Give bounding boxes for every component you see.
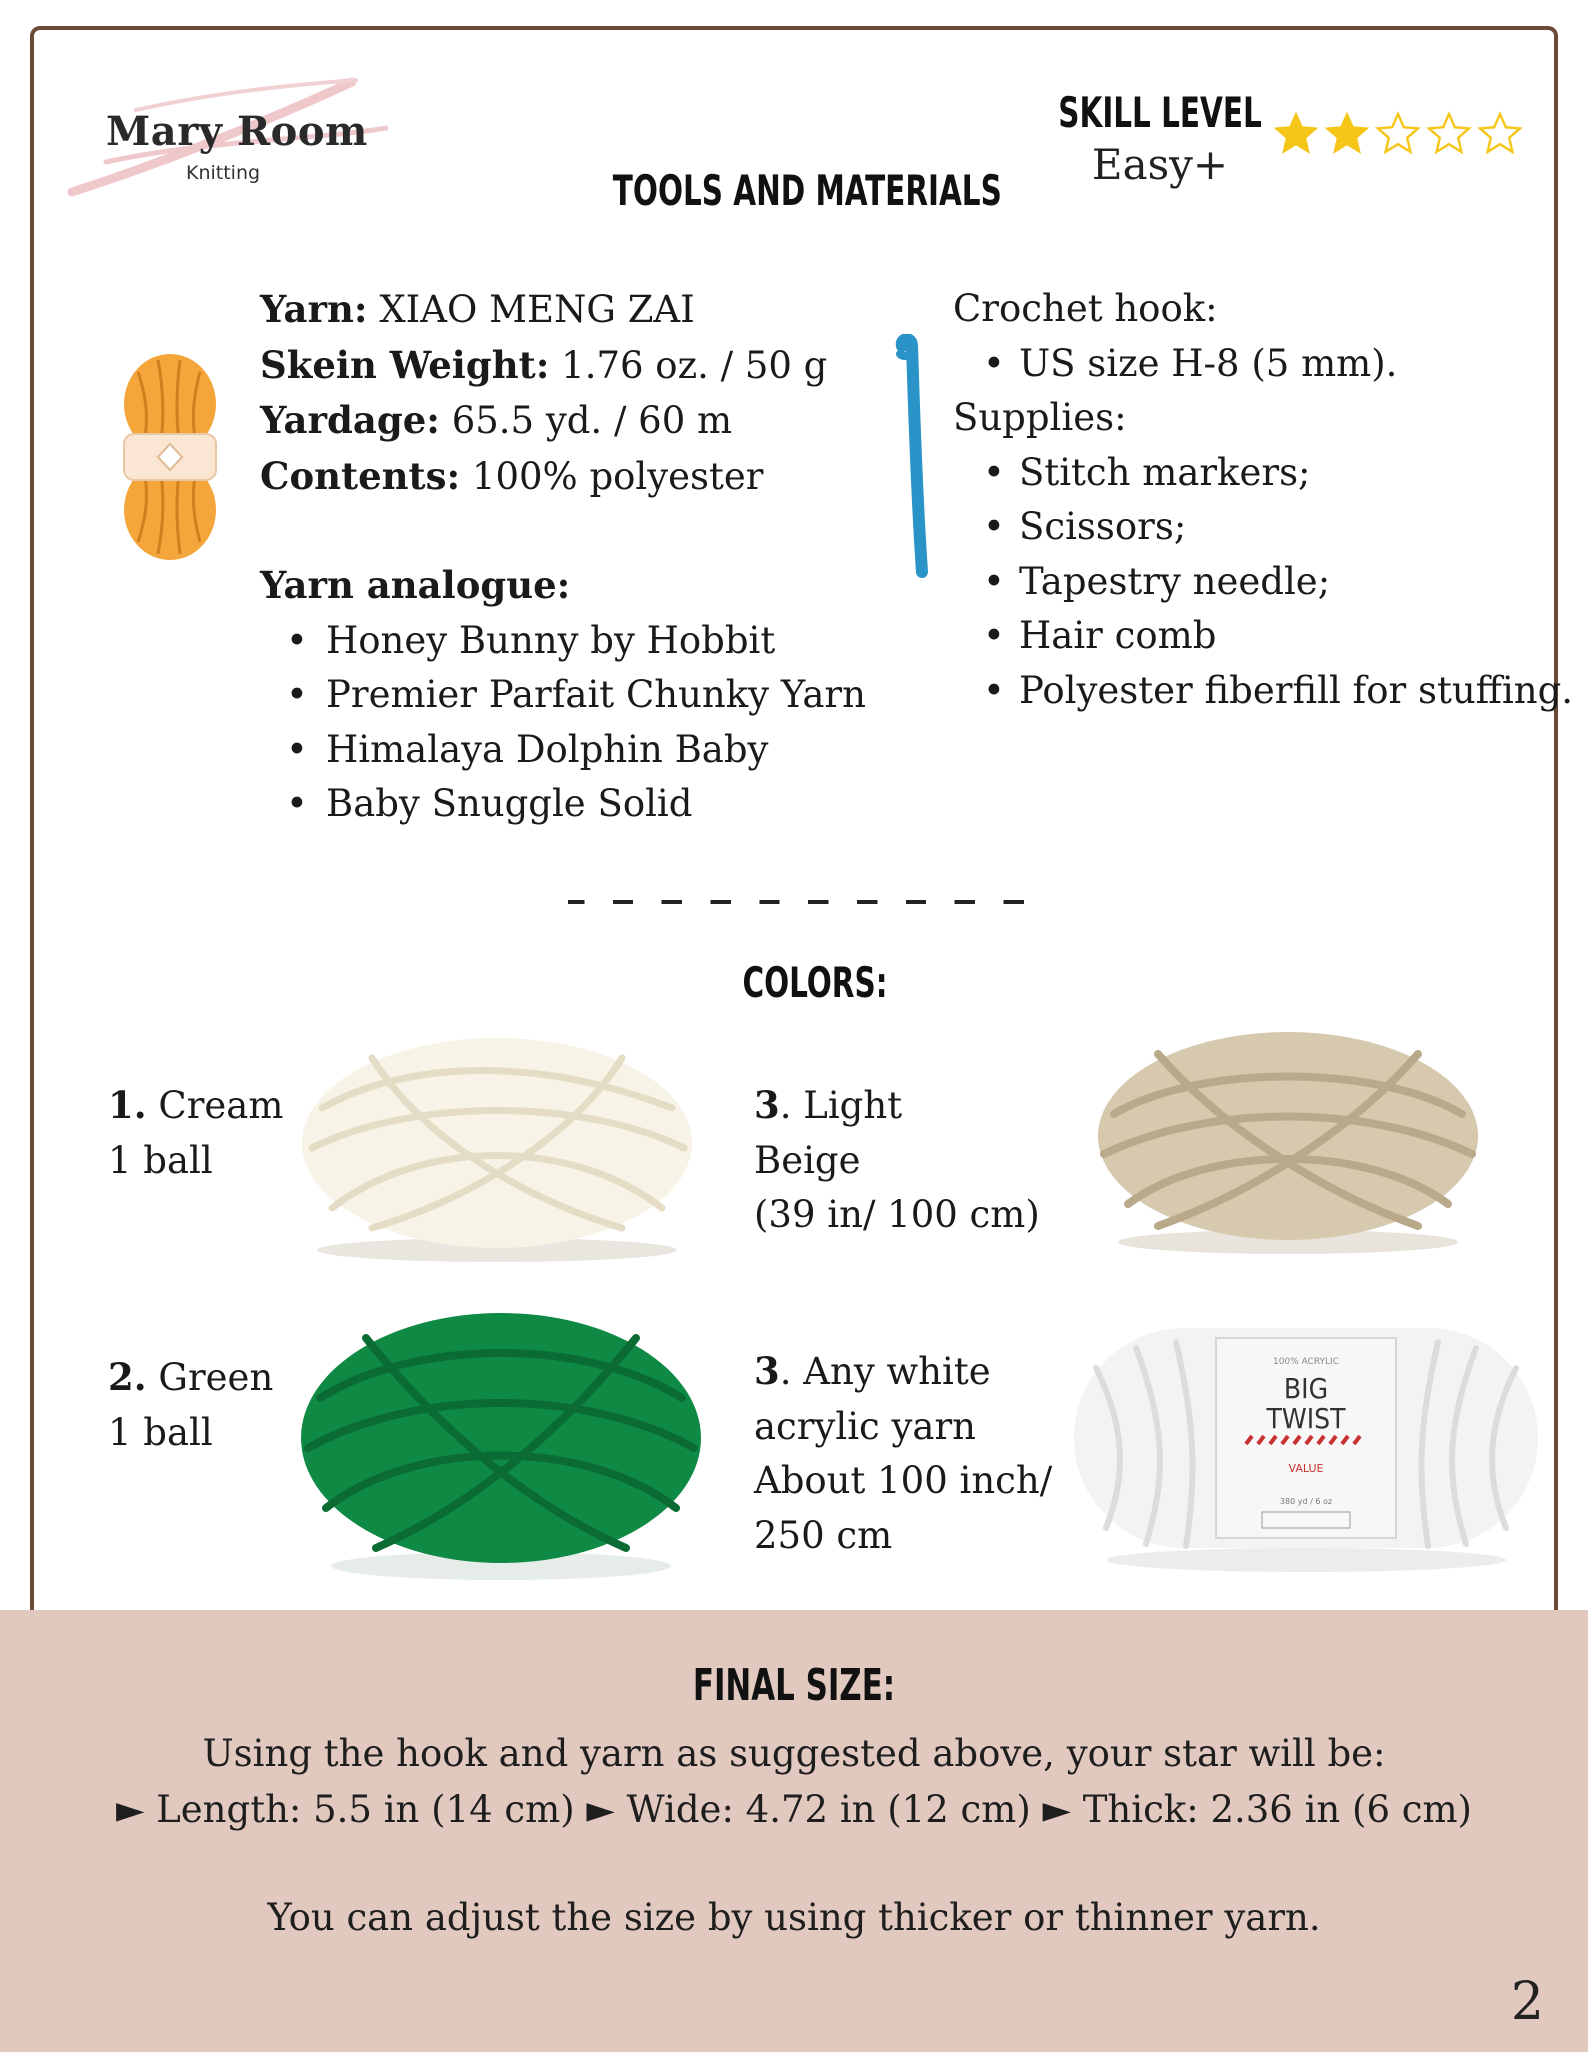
final-size-note: You can adjust the size by using thicker or thinner yarn. (267, 1896, 1321, 1939)
yardage-value: 65.5 yd. / 60 m (451, 399, 733, 442)
color-amount: About 100 inch/ (754, 1459, 1053, 1502)
logo (66, 70, 396, 210)
yarn-value: XIAO MENG ZAI (379, 288, 695, 331)
list-item: • US size H-8 (5 mm). (953, 337, 1573, 392)
yardage-label: Yardage: (260, 398, 440, 442)
contents-label: Contents: (260, 453, 461, 498)
beige-yarn-ball-image (1088, 1014, 1488, 1264)
skein-label-small: 100% ACRYLIC (1272, 1357, 1340, 1367)
color-name-cont: Beige (754, 1138, 861, 1182)
crochet-hook-icon (892, 334, 948, 584)
yarn-skein-icon (118, 352, 222, 562)
list-item: • Premier Parfait Chunky Yarn (260, 668, 866, 723)
page-number: 2 (1510, 1972, 1544, 2032)
final-size-title: FINAL SIZE: (692, 1660, 896, 1711)
color-name-cont: acrylic yarn (754, 1404, 976, 1448)
color-number: 3 (754, 1083, 780, 1127)
color-amount: 1 ball (108, 1138, 213, 1182)
star-empty-icon (1476, 110, 1524, 158)
yarn-analogue-list (260, 614, 866, 832)
skein-label-weight: 380 yd / 6 oz (1279, 1497, 1333, 1506)
yarn-analogue-label: Yarn analogue: (260, 563, 571, 607)
final-size-intro: Using the hook and yarn as suggested above, your star will be: (202, 1732, 1386, 1775)
white-acrylic-skein-image (1066, 1308, 1546, 1578)
color-name: Cream (146, 1084, 284, 1127)
star-filled-icon (1323, 110, 1371, 158)
supplies-label: Supplies: (953, 396, 1127, 439)
hook-and-supplies (953, 282, 1573, 718)
list-item: • Scissors; (953, 500, 1573, 555)
supplies-list (953, 446, 1573, 719)
yarn-name-row (260, 282, 866, 338)
color-name: . Any white (779, 1350, 991, 1393)
color-amount: 1 ball (108, 1410, 213, 1454)
color-amount: (39 in/ 100 cm) (754, 1193, 1040, 1236)
skein-brand-line1: BIG (1283, 1372, 1329, 1405)
skill-level-title: SKILL LEVEL (1058, 88, 1262, 137)
crochet-hook-label: Crochet hook: (953, 287, 1218, 330)
yarn-analogue-heading (260, 558, 866, 614)
list-item: • Hair comb (953, 609, 1573, 664)
skein-label-value: VALUE (1288, 1462, 1324, 1475)
color-number: 1. (108, 1083, 147, 1127)
color-name: Green (146, 1356, 274, 1399)
green-yarn-ball-image (296, 1298, 706, 1588)
logo-subtitle: Knitting (186, 162, 261, 184)
logo-name: Mary Room (106, 108, 368, 155)
skein-weight-row (260, 338, 866, 394)
contents-row (260, 449, 866, 505)
star-empty-icon (1374, 110, 1422, 158)
skill-level-value: Easy+ (1091, 140, 1229, 189)
color-name: . Light (779, 1084, 903, 1127)
skill-rating (1272, 110, 1524, 158)
color-number: 3 (754, 1349, 780, 1393)
list-item: • Tapestry needle; (953, 555, 1573, 610)
color-item-cream (108, 1078, 283, 1188)
list-item: • Honey Bunny by Hobbit (260, 614, 866, 669)
color-amount-cont: 250 cm (754, 1513, 893, 1557)
yarn-label: Yarn: (260, 287, 368, 331)
list-item: • Stitch markers; (953, 446, 1573, 501)
final-size-dimensions: ► Length: 5.5 in (14 cm) ► Wide: 4.72 in (12 cm) ► Thick: 2.36 in (6 cm) (116, 1788, 1472, 1831)
contents-value: 100% polyester (471, 454, 764, 498)
tools-title: TOOLS AND MATERIALS (612, 166, 1002, 215)
skein-weight-label: Skein Weight: (260, 342, 550, 387)
list-item: • Baby Snuggle Solid (260, 777, 866, 832)
color-item-white-acrylic (754, 1344, 1052, 1563)
skein-weight-value: 1.76 oz. / 50 g (561, 343, 828, 387)
section-divider (568, 900, 1028, 904)
yarn-details (260, 282, 866, 832)
star-empty-icon (1425, 110, 1473, 158)
star-filled-icon (1272, 110, 1320, 158)
skein-brand-line2: TWIST (1266, 1402, 1346, 1435)
crochet-hook-list (953, 337, 1573, 392)
final-size-section (0, 1610, 1588, 2052)
cream-yarn-ball-image (292, 1018, 702, 1268)
colors-title: COLORS: (742, 958, 888, 1007)
list-item: • Polyester fiberfill for stuffing. (953, 664, 1573, 719)
color-item-green (108, 1350, 273, 1460)
yardage-row (260, 393, 866, 449)
color-number: 2. (108, 1355, 147, 1399)
list-item: • Himalaya Dolphin Baby (260, 723, 866, 778)
color-item-light-beige (754, 1078, 1040, 1243)
